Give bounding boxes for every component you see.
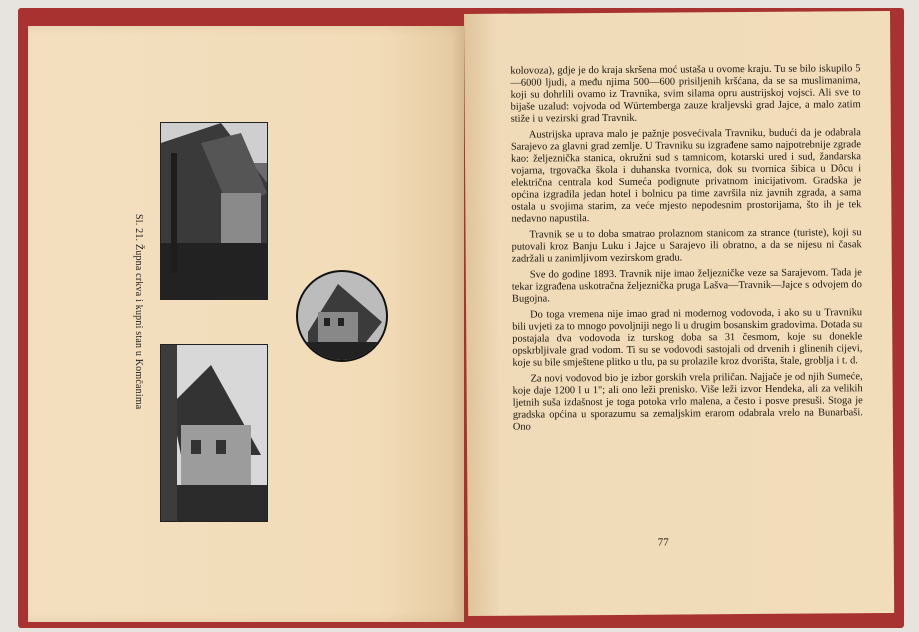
figure-caption: Sl. 21. Župna crkva i kupni stan u Komčanima: [133, 214, 144, 410]
page-number: 77: [657, 536, 669, 549]
paragraph: Travnik se u to doba smatrao prolaznom stanicom za strance (turiste), koji su putovali kroz Banju Luku i Jajce u Sarajevo ili obratno, a da se nijesu ni časak zadržali u zanimljivom vezirskom gradu.: [511, 227, 862, 265]
paragraph: Austrijska uprava malo je pažnje posvećivala Travniku, budući da je odabrala Sarajevo za glavni grad zemlje. U Travniku su izgrađene samo najpotrebnije zgrade kao: željeznička stanica, okružni sud s tamnicom, kotarski ured i sud, žandarska vojarna, trgovačka škola i duhanska tvornica, dok su tvornica šibica u Dôcu i električna centrala kod Sumeća podignute privatnom inicijativom. Gradska je općina izgradila jedan hotel i bolnicu pa time završila niz javnih zgrada, a sama ostala u svojima starim, za veće mjesto nepodesnim prostorijama, što ih je tek nedavno napustila.: [510, 127, 862, 225]
paragraph: Za novi vodovod bio je izbor gorskih vrela priličan. Najjače je od njih Sumeće, koje daje 1200 l u 1"; ali ono leži prenisko. Više leži izvor Hendeka, ali za velikih ljetnih suša izdašnost je toga potoka vrlo malena, a često i posve presuši. Stoga je gradska općina u sporazumu sa zemaljskim erarom odabrala vrelo na Bunarbaši. Ono: [512, 371, 863, 433]
church-photo-round: [296, 270, 388, 362]
left-page: [28, 26, 464, 622]
church-photo-top: [160, 122, 268, 300]
paragraph: Sve do godine 1893. Travnik nije imao željezničke veze sa Sarajevom. Tada je tekar izgrađena uskotračna željeznička pruga Lašva—Travnik—Jajce s odvojem do Bugojna.: [511, 267, 862, 305]
text-block: [510, 63, 863, 433]
church-photo-bottom: [160, 344, 268, 522]
paragraph: Do toga vremena nije imao grad ni modernog vodovoda, i ako su u Travniku bili uvjeti za to mnogo povoljniji nego li u drugim bosanskim gradovima. Dotada su postajala dva vodovoda iz turskog doba sa 31 česmom, koje su donekle opskrbljivale grad vodom. Ti su se vodovodi sastojali od drvenih i glinenih cijevi, koje su bile smještene plitko u tlu, pa su prolazile kroz dvorišta, štale, groblja i t. d.: [512, 307, 863, 369]
paragraph: kolovoza), gdje je do kraja skršena moć ustaša u ovome kraju. Tu se bilo iskupilo 5—6000 ljudi, a među njima 500—600 prisiljenih kršćana, da se sa muslimanima, koji su dohrlili ovamo iz Travnika, svim silama opru austrijskoj vojsci. Ali sve to bijaše uzalud: vojvoda od Würtemberga zauze kraljevski grad Jajce, a malo zatim stiže i u vezirski grad Travnik.: [510, 63, 861, 125]
right-page: [464, 11, 894, 616]
